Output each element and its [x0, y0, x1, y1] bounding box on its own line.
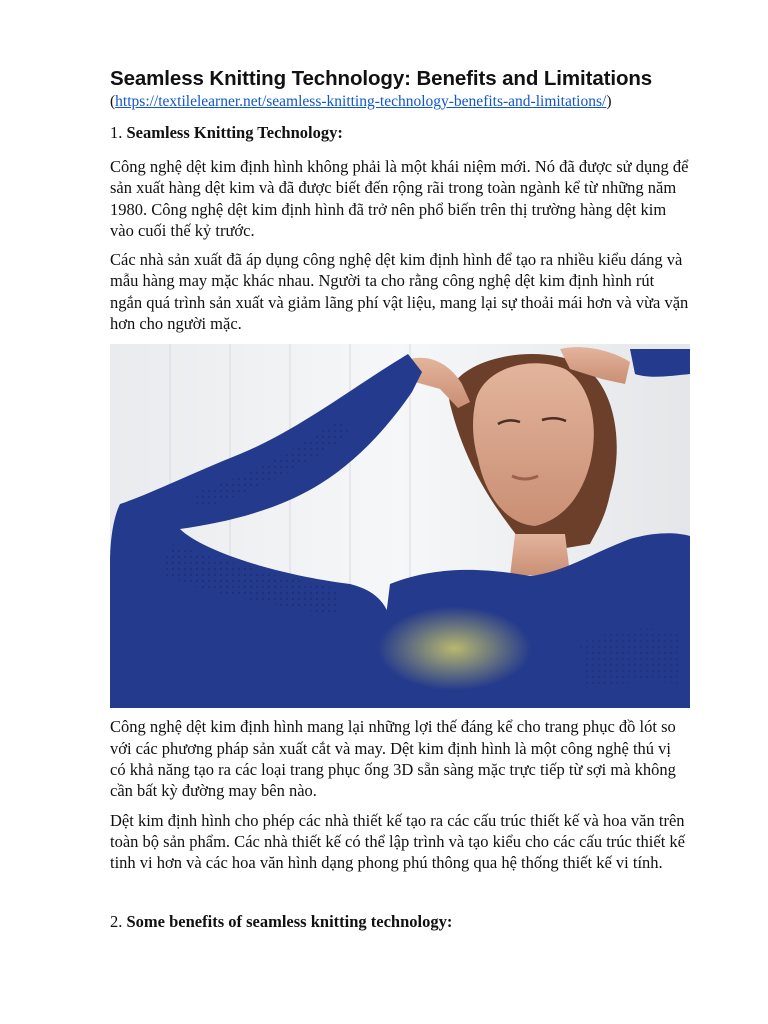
paragraph-1: Công nghệ dệt kim định hình không phải là một khái niệm mới. Nó đã được sử dụng để sản xuất hàng dệt kim và đã được biết đến rộng rãi trong toàn ngành kể từ những năm 1980. Công nghệ dệt kim định hình đã trở nên phổ biến trên thị trường hàng dệt kim vào cuối thế kỷ trước. [110, 157, 689, 240]
section-2-heading [110, 911, 690, 933]
document-page [110, 66, 690, 945]
source-line [110, 92, 690, 112]
open-paren: ( [110, 93, 116, 110]
source-link[interactable]: https://textilelearner.net/seamless-knitting-technology-benefits-and-limitations/ [115, 93, 607, 110]
section-1-number: 1. [110, 123, 127, 142]
section-2-number: 2. [110, 912, 127, 932]
section-spacer [110, 881, 690, 911]
document-title: Seamless Knitting Technology: Benefits and Limitations [110, 67, 653, 90]
seamless-garment-photo [110, 344, 690, 708]
section-1-heading [110, 122, 690, 144]
paragraph-2: Các nhà sản xuất đã áp dụng công nghệ dệt kim định hình để tạo ra nhiều kiểu dáng và mẫu hàng may mặc khác nhau. Người ta cho rằng công nghệ dệt kim định hình rút ngắn quá trình sản xuất và giảm lãng phí vật liệu, mang lại sự thoải mái hơn và vừa vặn hơn cho người mặc. [110, 250, 689, 334]
section-1-title: Seamless Knitting Technology: [126, 123, 343, 142]
close-paren: ) [606, 93, 612, 110]
paragraph-3: Công nghệ dệt kim định hình mang lại những lợi thế đáng kể cho trang phục đồ lót so với các phương pháp sản xuất cắt và may. Dệt kim định hình là một công nghệ thú vị có khả năng tạo ra các loại trang phục ống 3D sẵn sàng mặc trực tiếp từ sợi mà không cần bất kỳ đường may bên nào. [110, 717, 676, 801]
paragraph-4: Dệt kim định hình cho phép các nhà thiết kế tạo ra các cấu trúc thiết kế và hoa văn trên toàn bộ sản phẩm. Các nhà thiết kế có thể lập trình và tạo kiểu cho các cấu trúc thiết kế tinh vi hơn và các hoa văn hình dạng phong phú thông qua hệ thống thiết kế vi tính. [110, 810, 685, 873]
section-2-title: Some benefits of seamless knitting technology: [126, 912, 453, 932]
